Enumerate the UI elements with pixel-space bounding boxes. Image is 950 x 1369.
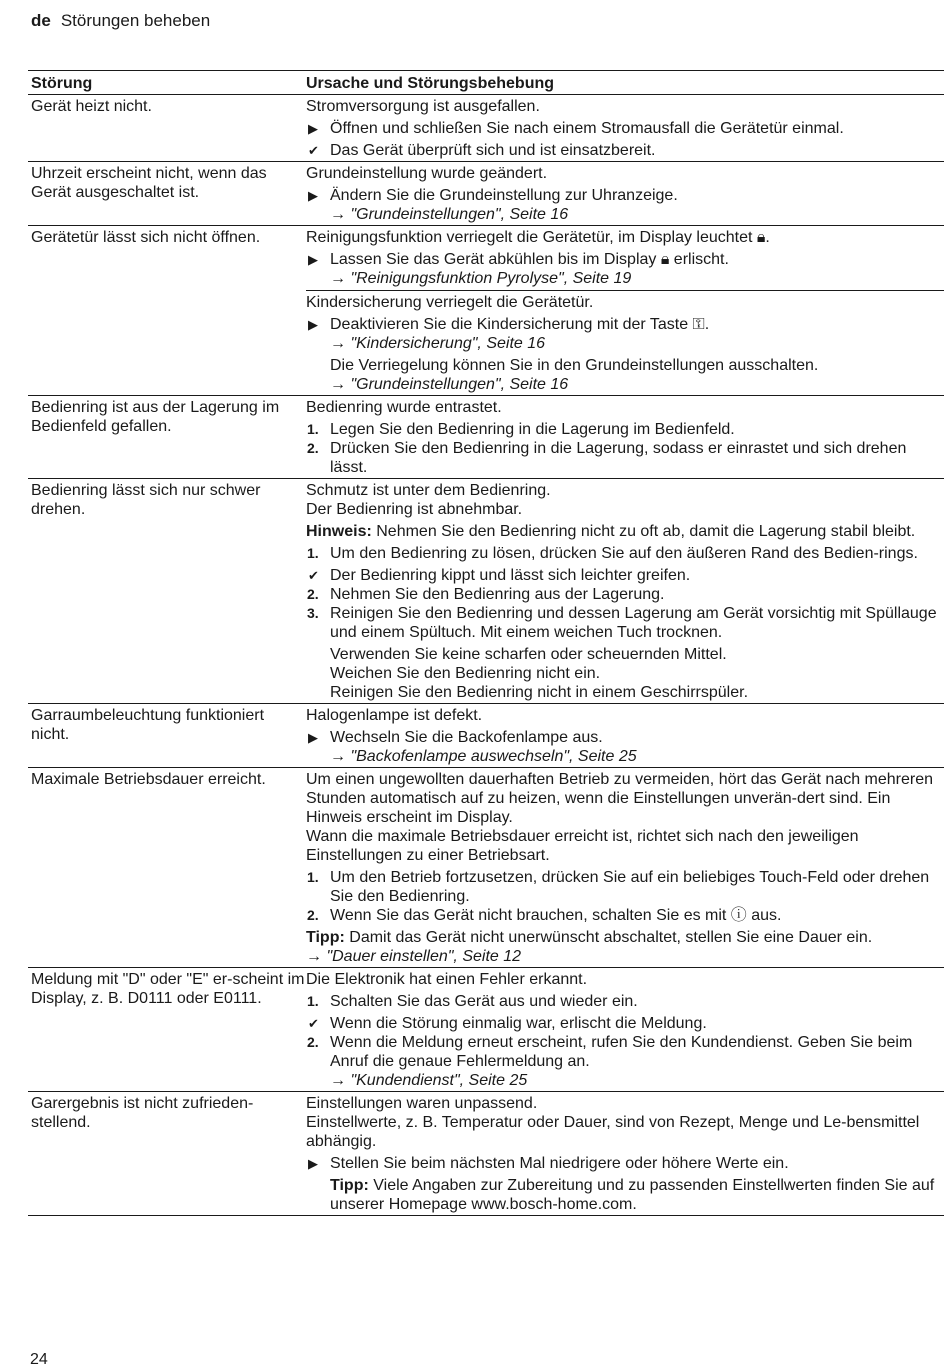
step-text: Schalten Sie das Gerät aus und wieder ein. (330, 993, 638, 1010)
cause-text: Wann die maximale Betriebsdauer erreicht ist, richtet sich nach den jeweiligen Einstellungen zu einer Betriebsart. (306, 828, 859, 864)
page-reference: → "Dauer einstellen", Seite 12 (306, 948, 522, 965)
step-number: 2. (307, 586, 319, 602)
cause-block (306, 228, 944, 288)
list-item (306, 544, 944, 563)
table-row (28, 768, 944, 968)
cause-text: Einstellungen waren unpassend. (306, 1095, 538, 1112)
cause-text: Um einen ungewollten dauerhaften Betrieb zu vermeiden, hört das Gerät nach mehreren Stunden automatisch auf zu heizen, wenn die Einstellungen unverän-dert sind. Ein Hinweis erscheint im Display. (306, 771, 934, 826)
arrow-icon: ▶ (308, 317, 318, 332)
solution-cell (306, 970, 944, 1090)
list-item (306, 186, 944, 205)
table-row (28, 162, 944, 226)
step-number: 1. (307, 545, 319, 561)
list-item (306, 315, 944, 334)
page-reference: → "Grundeinstellungen", Seite 16 (330, 376, 569, 393)
cause-text: Kindersicherung verriegelt die Gerätetür. (306, 294, 594, 311)
problem-cell: Bedienring ist aus der Lagerung im Bedienfeld gefallen. (31, 399, 280, 435)
step-number: 1. (307, 993, 319, 1009)
page-reference: → "Grundeinstellungen", Seite 16 (330, 206, 569, 223)
page-reference: → "Backofenlampe auswechseln", Seite 25 (330, 748, 637, 765)
section-title: Störungen beheben (60, 11, 211, 30)
step-number: 2. (307, 1034, 319, 1050)
cause-text: Grundeinstellung wurde geändert. (306, 165, 548, 182)
column-header-problem: Störung (31, 75, 93, 92)
problem-cell: Garraumbeleuchtung funktioniert nicht. (31, 707, 265, 743)
problem-cell: Gerät heizt nicht. (31, 98, 152, 115)
page-number: 24 (30, 1351, 48, 1368)
page-reference: → "Kundendienst", Seite 25 (330, 1072, 528, 1089)
note-text: Reinigen Sie den Bedienring nicht in einem Geschirrspüler. (330, 684, 749, 701)
check-icon: ✔ (308, 143, 319, 158)
cause-text: Halogenlampe ist defekt. (306, 707, 483, 724)
list-item (306, 119, 944, 138)
solution-cell (306, 97, 944, 160)
list-item (306, 604, 944, 642)
list-item (306, 566, 944, 585)
note-text: Die Verriegelung können Sie in den Grundeinstellungen ausschalten. (330, 357, 819, 374)
step-text: Ändern Sie die Grundeinstellung zur Uhranzeige. (330, 187, 678, 204)
table-row (28, 396, 944, 479)
table-row (28, 95, 944, 162)
list-item (306, 906, 944, 925)
cause-text: Die Elektronik hat einen Fehler erkannt. (306, 971, 588, 988)
cause-text: Schmutz ist unter dem Bedienring. (306, 482, 551, 499)
cause-text: Stromversorgung ist ausgefallen. (306, 98, 540, 115)
list-item (306, 1014, 944, 1033)
step-text: Lassen Sie das Gerät abkühlen bis im Display 🔒︎ erlischt. (330, 251, 729, 268)
table-row (28, 226, 944, 396)
list-item (306, 1033, 944, 1071)
table-row (28, 704, 944, 768)
result-text: Wenn die Störung einmalig war, erlischt die Meldung. (330, 1015, 707, 1032)
table-row (28, 479, 944, 704)
step-text: Um den Betrieb fortzusetzen, drücken Sie auf ein beliebiges Touch-Feld oder drehen Sie den Bedienring. (330, 869, 930, 905)
list-item (306, 439, 944, 477)
step-number: 2. (307, 907, 319, 923)
step-text: Öffnen und schließen Sie nach einem Stromausfall die Gerätetür einmal. (330, 120, 844, 137)
tip-body: Viele Angaben zur Zubereitung und zu passenden Einstellwerten finden Sie auf unserer Homepage www.bosch-home.com. (330, 1177, 935, 1213)
solution-cell (306, 164, 944, 224)
list-item (306, 1154, 944, 1173)
tip-body: Damit das Gerät nicht unerwünscht abschaltet, stellen Sie eine Dauer ein. (344, 929, 873, 946)
step-text: Um den Bedienring zu lösen, drücken Sie auf den äußeren Rand des Bedien-rings. (330, 545, 918, 562)
problem-cell: Meldung mit "D" oder "E" er-scheint im Display, z. B. D0111 oder E0111. (31, 971, 305, 1007)
table-header (28, 70, 944, 95)
problem-cell: Maximale Betriebsdauer erreicht. (31, 771, 266, 788)
step-number: 3. (307, 605, 319, 621)
step-text: Nehmen Sie den Bedienring aus der Lagerung. (330, 586, 665, 603)
step-text: Deaktivieren Sie die Kindersicherung mit der Taste ⚿. (330, 316, 710, 333)
step-number: 1. (307, 421, 319, 437)
step-text: Legen Sie den Bedienring in die Lagerung im Bedienfeld. (330, 421, 735, 438)
solution-cell (306, 770, 944, 966)
table-row (28, 968, 944, 1092)
list-item (306, 992, 944, 1011)
list-item (306, 141, 944, 160)
problem-cell: Bedienring lässt sich nur schwer drehen. (31, 482, 261, 518)
step-text: Wenn Sie das Gerät nicht brauchen, schalten Sie es mit ⓘ aus. (330, 907, 782, 924)
arrow-icon: ▶ (308, 188, 318, 203)
cause-text: Der Bedienring ist abnehmbar. (306, 501, 523, 518)
step-text: Drücken Sie den Bedienring in die Lagerung, sodass er einrastet und sich drehen lässt. (330, 440, 907, 476)
tip-label: Tipp: (330, 1177, 369, 1194)
tip-text (306, 1176, 944, 1214)
cause-text: Einstellwerte, z. B. Temperatur oder Dauer, sind von Rezept, Menge und Le-bensmittel abhängig. (306, 1114, 920, 1150)
solution-cell (306, 228, 944, 394)
step-text: Wechseln Sie die Backofenlampe aus. (330, 729, 603, 746)
list-item (306, 420, 944, 439)
result-text: Der Bedienring kippt und lässt sich leichter greifen. (330, 567, 691, 584)
tip-text (306, 928, 944, 947)
arrow-icon: ▶ (308, 730, 318, 745)
list-item (306, 250, 944, 269)
check-icon: ✔ (308, 568, 319, 583)
list-item (306, 868, 944, 906)
cause-text: Reinigungsfunktion verriegelt die Gerätetür, im Display leuchtet 🔒︎. (306, 229, 770, 246)
arrow-icon: ▶ (308, 121, 318, 136)
hint-text (306, 522, 944, 541)
problem-cell: Uhrzeit erscheint nicht, wenn das Gerät ausgeschaltet ist. (31, 165, 267, 201)
page-header (31, 11, 210, 30)
step-text: Stellen Sie beim nächsten Mal niedrigere oder höhere Werte ein. (330, 1155, 789, 1172)
solution-cell (306, 1094, 944, 1214)
problem-cell: Garergebnis ist nicht zufrieden-stellend. (31, 1095, 254, 1131)
page-reference: → "Kindersicherung", Seite 16 (330, 335, 546, 352)
step-text: Reinigen Sie den Bedienring und dessen Lagerung am Gerät vorsichtig mit Spüllauge und einem Spültuch. Mit einem weichen Tuch trocknen. (330, 605, 937, 641)
step-number: 2. (307, 440, 319, 456)
solution-cell (306, 706, 944, 766)
step-text: Wenn die Meldung erneut erscheint, rufen Sie den Kundendienst. Geben Sie beim Anruf die genaue Fehlermeldung an. (330, 1034, 913, 1070)
result-text: Das Gerät überprüft sich und ist einsatzbereit. (330, 142, 656, 159)
list-item (306, 585, 944, 604)
tip-label: Tipp: (306, 929, 345, 946)
arrow-icon: ▶ (308, 1156, 318, 1171)
solution-cell (306, 398, 944, 477)
table-row (28, 1092, 944, 1216)
solution-cell (306, 481, 944, 702)
page-reference: → "Reinigungsfunktion Pyrolyse", Seite 19 (330, 270, 632, 287)
column-header-cause: Ursache und Störungsbehebung (306, 75, 555, 92)
arrow-icon: ▶ (308, 252, 318, 267)
cause-block (306, 290, 944, 394)
hint-body: Nehmen Sie den Bedienring nicht zu oft ab, damit die Lagerung stabil bleibt. (371, 523, 916, 540)
troubleshooting-table (28, 70, 944, 1216)
language-code: de (31, 11, 51, 30)
cause-text: Bedienring wurde entrastet. (306, 399, 502, 416)
step-number: 1. (307, 869, 319, 885)
list-item (306, 728, 944, 747)
hint-label: Hinweis: (306, 523, 372, 540)
note-text: Verwenden Sie keine scharfen oder scheuernden Mittel. (330, 646, 727, 663)
problem-cell: Gerätetür lässt sich nicht öffnen. (31, 229, 261, 246)
note-text: Weichen Sie den Bedienring nicht ein. (330, 665, 601, 682)
check-icon: ✔ (308, 1016, 319, 1031)
